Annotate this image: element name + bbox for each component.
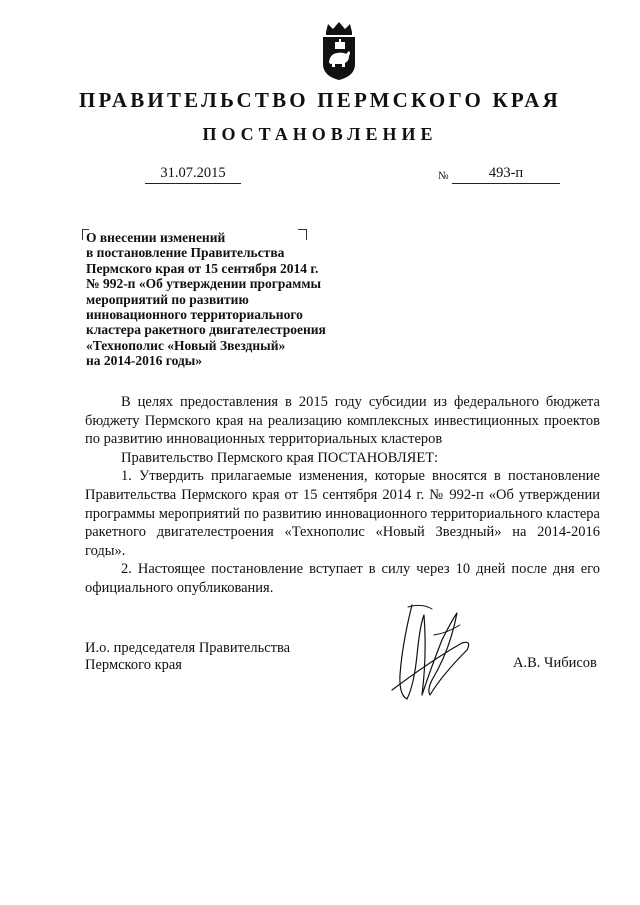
subject-line: в постановление Правительства	[86, 245, 285, 261]
subject-line: № 992-п «Об утверждении программы	[86, 276, 322, 292]
subject-line: кластера ракетного двигателестроения	[86, 322, 326, 338]
subject-line: О внесении изменений	[86, 230, 226, 245]
decree-number: 493-п	[452, 165, 560, 184]
signer-position-line: И.о. председателя Правительства	[85, 640, 291, 656]
signer-position	[85, 640, 290, 673]
signer-position-line: Пермского края	[85, 656, 182, 673]
resolves-paragraph: Правительство Пермского края ПОСТАНОВЛЯЕТ:	[121, 449, 439, 466]
number-label: №	[438, 170, 449, 182]
subject-line: мероприятий по развитию	[86, 291, 249, 307]
government-title: ПРАВИТЕЛЬСТВО ПЕРМСКОГО КРАЯ	[78, 88, 561, 112]
subject-line: инновационного территориального	[86, 307, 303, 323]
handwritten-signature-icon	[372, 595, 492, 710]
item-1-paragraph: 1. Утвердить прилагаемые изменения, которые вносятся в постановление Правительства Пермского края от 15 сентября 2014 г. № 992-п «Об утверждении программы мероприятий по развитию инновационного территориального кластера ракетного двигателестроения «Технополис «Новый Звездный» на 2014-2016 годы».	[85, 468, 600, 559]
subject-line: Пермского края от 15 сентября 2014 г.	[86, 260, 319, 276]
item-2-paragraph: 2. Настоящее постановление вступает в силу через 10 дней после дня его официального опубликования.	[85, 561, 600, 596]
subject-block	[86, 230, 376, 369]
perm-krai-coat-of-arms-icon	[318, 20, 360, 82]
subject-line: на 2014-2016 годы»	[86, 353, 203, 369]
decree-date: 31.07.2015	[145, 165, 241, 184]
decree-body	[85, 393, 600, 598]
signer-name: А.В. Чибисов	[513, 655, 597, 671]
document-type-title: ПОСТАНОВЛЕНИЕ	[202, 124, 438, 144]
subject-line: «Технополис «Новый Звездный»	[86, 337, 286, 353]
preamble-paragraph: В целях предоставления в 2015 году субсидии из федерального бюджета бюджету Пермского края на реализацию комплексных инвестиционных проектов по развитию инновационных территориальных кластеров	[85, 394, 600, 448]
